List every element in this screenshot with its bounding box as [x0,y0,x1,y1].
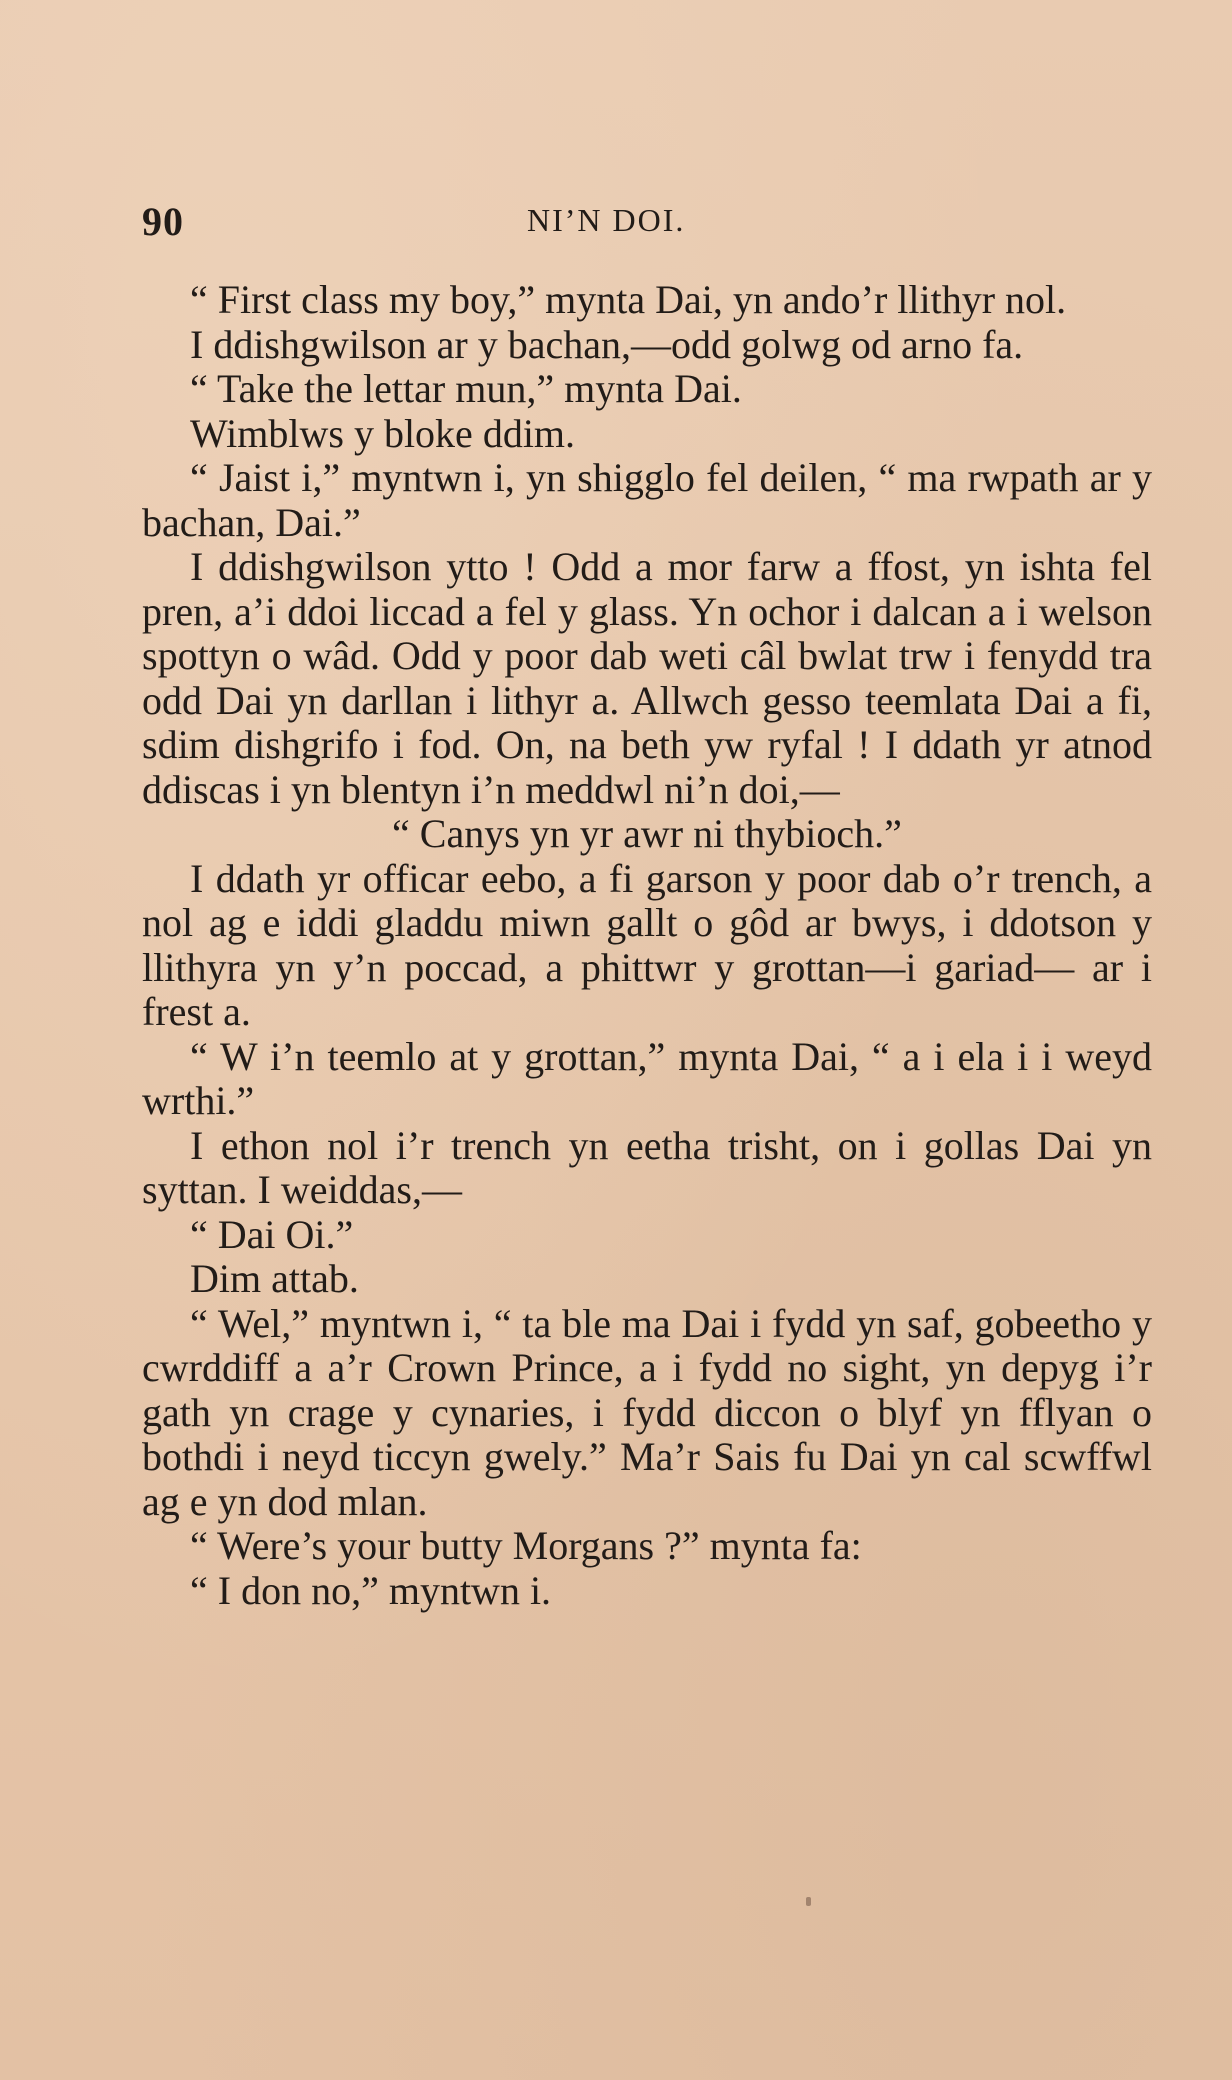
paragraph: “ Wel,” myntwn i, “ ta ble ma Dai i fydd yn saf, gobeetho y cwrddiff a a’r Crown Prince, a i fydd no sight, yn depyg i’r gath yn crage y cynaries, i fydd diccon o blyf yn fflyan o bothdi i neyd ticcyn gwely.” Ma’r Sais fu Dai yn cal scwffwl ag e yn dod mlan. [142,1300,1152,1524]
ink-speck [806,1897,811,1906]
paragraph: “ Were’s your butty Morgans ?” mynta fa: [190,1523,862,1568]
paragraph: I ddath yr officar eebo, a fi garson y poor dab o’r trench, a nol ag e iddi gladdu miwn gallt o gôd ar bwys, i ddotson y llithyra yn y’n poccad, a phittwr y grottan—i gariad— ar i frest a. [142,855,1152,1034]
paragraph: “ Take the lettar mun,” mynta Dai. [190,366,742,411]
paragraph: “ First class my boy,” mynta Dai, yn ando’r llithyr nol. [190,277,1067,322]
quoted-verse: “ Canys yn yr awr ni thybioch.” [392,811,902,856]
running-title: NI’N DOI. [527,202,686,238]
paragraph: “ W i’n teemlo at y grottan,” mynta Dai, “ a i ela i i weyd wrthi.” [142,1033,1152,1123]
paragraph: I ddishgwilson ytto ! Odd a mor farw a ffost, yn ishta fel pren, a’i ddoi liccad a fel y glass. Yn ochor i dalcan a i welson spottyn o wâd. Odd y poor dab weti câl bwlat trw i fenydd tra odd Dai yn darllan i lithyr a. Allwch gesso teemlata Dai a fi, sdim dishgrifo i fod. On, na beth yw ryfal ! I ddath yr atnod ddiscas i yn blentyn i’n meddwl ni’n doi,— [142,544,1152,812]
paragraph: “ Dai Oi.” [190,1211,354,1257]
paragraph: I ddishgwilson ar y bachan,—odd golwg od arno fa. [190,321,1024,367]
paragraph: I ethon nol i’r trench yn eetha trisht, on i gollas Dai yn syttan. I weiddas,— [142,1122,1152,1212]
paragraph: Dim attab. [190,1256,359,1301]
paragraph: “ I don no,” myntwn i. [190,1567,552,1613]
page-number: 90 [142,199,184,244]
page-header [142,198,1152,252]
body-text [142,278,1152,1613]
paragraph: “ Jaist i,” myntwn i, yn shigglo fel deilen, “ ma rwpath ar y bachan, Dai.” [142,455,1152,545]
paragraph: Wimblws y bloke ddim. [190,410,576,456]
